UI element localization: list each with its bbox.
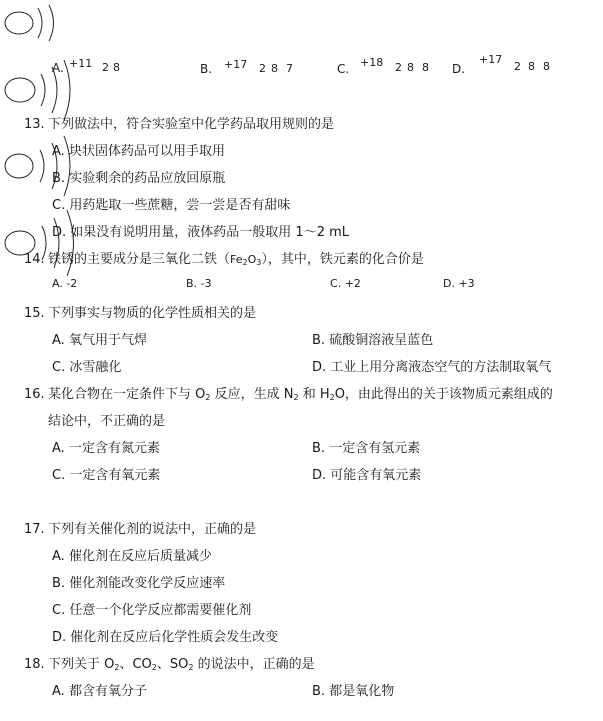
subscript: 2 bbox=[329, 393, 335, 402]
question-text-part: 铁锈的主要成分是三氧化二铁（ bbox=[48, 252, 231, 267]
question-text-part: O，由此得出的关于该物质元素组成的 bbox=[334, 387, 553, 402]
q15-option-c[interactable]: C. 冰雪融化 bbox=[52, 360, 122, 375]
diagram-a-letter: A. bbox=[52, 61, 64, 75]
question-number: 18. bbox=[24, 657, 45, 672]
q14-option-a[interactable]: A. -2 bbox=[52, 277, 78, 290]
q15-option-d[interactable]: D. 工业上用分离液态空气的方法制取氧气 bbox=[312, 360, 552, 375]
q13-option-c[interactable]: C. 用药匙取一些蔗糖，尝一尝是否有甜味 bbox=[52, 198, 291, 213]
q16-option-d[interactable]: D. 可能含有氧元素 bbox=[312, 468, 422, 483]
atom-d-shell-3: 8 bbox=[543, 60, 550, 73]
atom-diagram-row bbox=[0, 0, 603, 110]
question-13-stem bbox=[24, 113, 334, 132]
question-number: 15. bbox=[24, 306, 45, 321]
q16-option-a[interactable]: A. 一定含有氮元素 bbox=[52, 441, 160, 456]
q14-option-c[interactable]: C. +2 bbox=[330, 277, 361, 290]
atom-a-shell-2: 8 bbox=[113, 61, 120, 74]
q13-option-b[interactable]: B. 实验剩余的药品应放回原瓶 bbox=[52, 171, 226, 186]
question-text-part: 和 H bbox=[298, 387, 330, 402]
question-text: 下列有关催化剂的说法中，正确的是 bbox=[48, 522, 257, 537]
subscript: 2 bbox=[293, 393, 299, 402]
atom-a-nucleus: +11 bbox=[69, 57, 93, 70]
atom-d-shell-1: 2 bbox=[514, 60, 521, 73]
question-number: 14. bbox=[24, 252, 45, 267]
question-16-stem bbox=[24, 383, 553, 402]
question-text-part: ），其中，铁元素的化合价是 bbox=[261, 252, 424, 267]
q15-option-a[interactable]: A. 氧气用于气焊 bbox=[52, 333, 147, 348]
atom-c-shell-1: 2 bbox=[395, 61, 402, 74]
atom-b-shell-2: 8 bbox=[271, 62, 278, 75]
subscript: 2 bbox=[114, 663, 120, 672]
q13-option-d[interactable]: D. 如果没有说明用量，液体药品一般取用 1～2 mL bbox=[52, 225, 350, 240]
atom-c-shell-2: 8 bbox=[407, 61, 414, 74]
question-text: 下列做法中，符合实验室中化学药品取用规则的是 bbox=[48, 117, 335, 132]
q13-option-a[interactable]: A. 块状固体药品可以用手取用 bbox=[52, 144, 225, 159]
diagram-c-letter: C. bbox=[337, 62, 350, 76]
question-text: 下列事实与物质的化学性质相关的是 bbox=[48, 306, 257, 321]
atom-c-shell-3: 8 bbox=[422, 61, 429, 74]
question-17-stem bbox=[24, 518, 256, 537]
question-number: 16. bbox=[24, 387, 45, 402]
q17-option-a[interactable]: A. 催化剂在反应后质量减少 bbox=[52, 549, 212, 564]
q18-option-b[interactable]: B. 都是氧化物 bbox=[312, 684, 395, 699]
question-number: 17. bbox=[24, 522, 45, 537]
question-14-stem bbox=[24, 248, 424, 267]
q17-option-c[interactable]: C. 任意一个化学反应都需要催化剂 bbox=[52, 603, 252, 618]
subscript: 2 bbox=[151, 663, 157, 672]
atom-a-shell-1: 2 bbox=[102, 61, 109, 74]
atom-d-nucleus: +17 bbox=[479, 53, 503, 66]
atom-b-nucleus: +17 bbox=[224, 58, 248, 71]
atom-c-nucleus: +18 bbox=[360, 56, 384, 69]
question-text-part: 、SO bbox=[156, 657, 189, 672]
q17-option-d[interactable]: D. 催化剂在反应后化学性质会发生改变 bbox=[52, 630, 279, 645]
q14-option-b[interactable]: B. -3 bbox=[186, 277, 212, 290]
atom-b-shell-3: 7 bbox=[286, 62, 293, 75]
question-18-stem bbox=[24, 653, 315, 672]
question-text-part: 、CO bbox=[119, 657, 152, 672]
question-text-part: 某化合物在一定条件下与 O bbox=[48, 387, 206, 402]
diagram-b-letter: B. bbox=[200, 62, 213, 76]
question-15-stem bbox=[24, 302, 256, 321]
diagram-d-letter: D. bbox=[452, 62, 466, 76]
q18-option-a[interactable]: A. 都含有氧分子 bbox=[52, 684, 147, 699]
question-text-part: 反应，生成 N bbox=[210, 387, 294, 402]
atom-b-shell-1: 2 bbox=[259, 62, 266, 75]
subscript: 2 bbox=[205, 393, 211, 402]
q15-option-b[interactable]: B. 硫酸铜溶液呈蓝色 bbox=[312, 333, 434, 348]
question-number: 13. bbox=[24, 117, 45, 132]
q17-option-b[interactable]: B. 催化剂能改变化学反应速率 bbox=[52, 576, 226, 591]
atom-a-icon bbox=[0, 0, 80, 50]
question-16-stem-line2: 结论中，不正确的是 bbox=[48, 414, 166, 429]
formula-fe2o3: $Fe_2O_3$ bbox=[230, 253, 262, 267]
q16-option-c[interactable]: C. 一定含有氧元素 bbox=[52, 468, 161, 483]
subscript: 2 bbox=[188, 663, 194, 672]
question-text-part: 的说法中，正确的是 bbox=[193, 657, 315, 672]
q16-option-b[interactable]: B. 一定含有氢元素 bbox=[312, 441, 421, 456]
atom-d-icon bbox=[0, 206, 95, 282]
q14-option-d[interactable]: D. +3 bbox=[443, 277, 475, 290]
atom-d-shell-2: 8 bbox=[528, 60, 535, 73]
question-text-part: 下列关于 O bbox=[48, 657, 115, 672]
